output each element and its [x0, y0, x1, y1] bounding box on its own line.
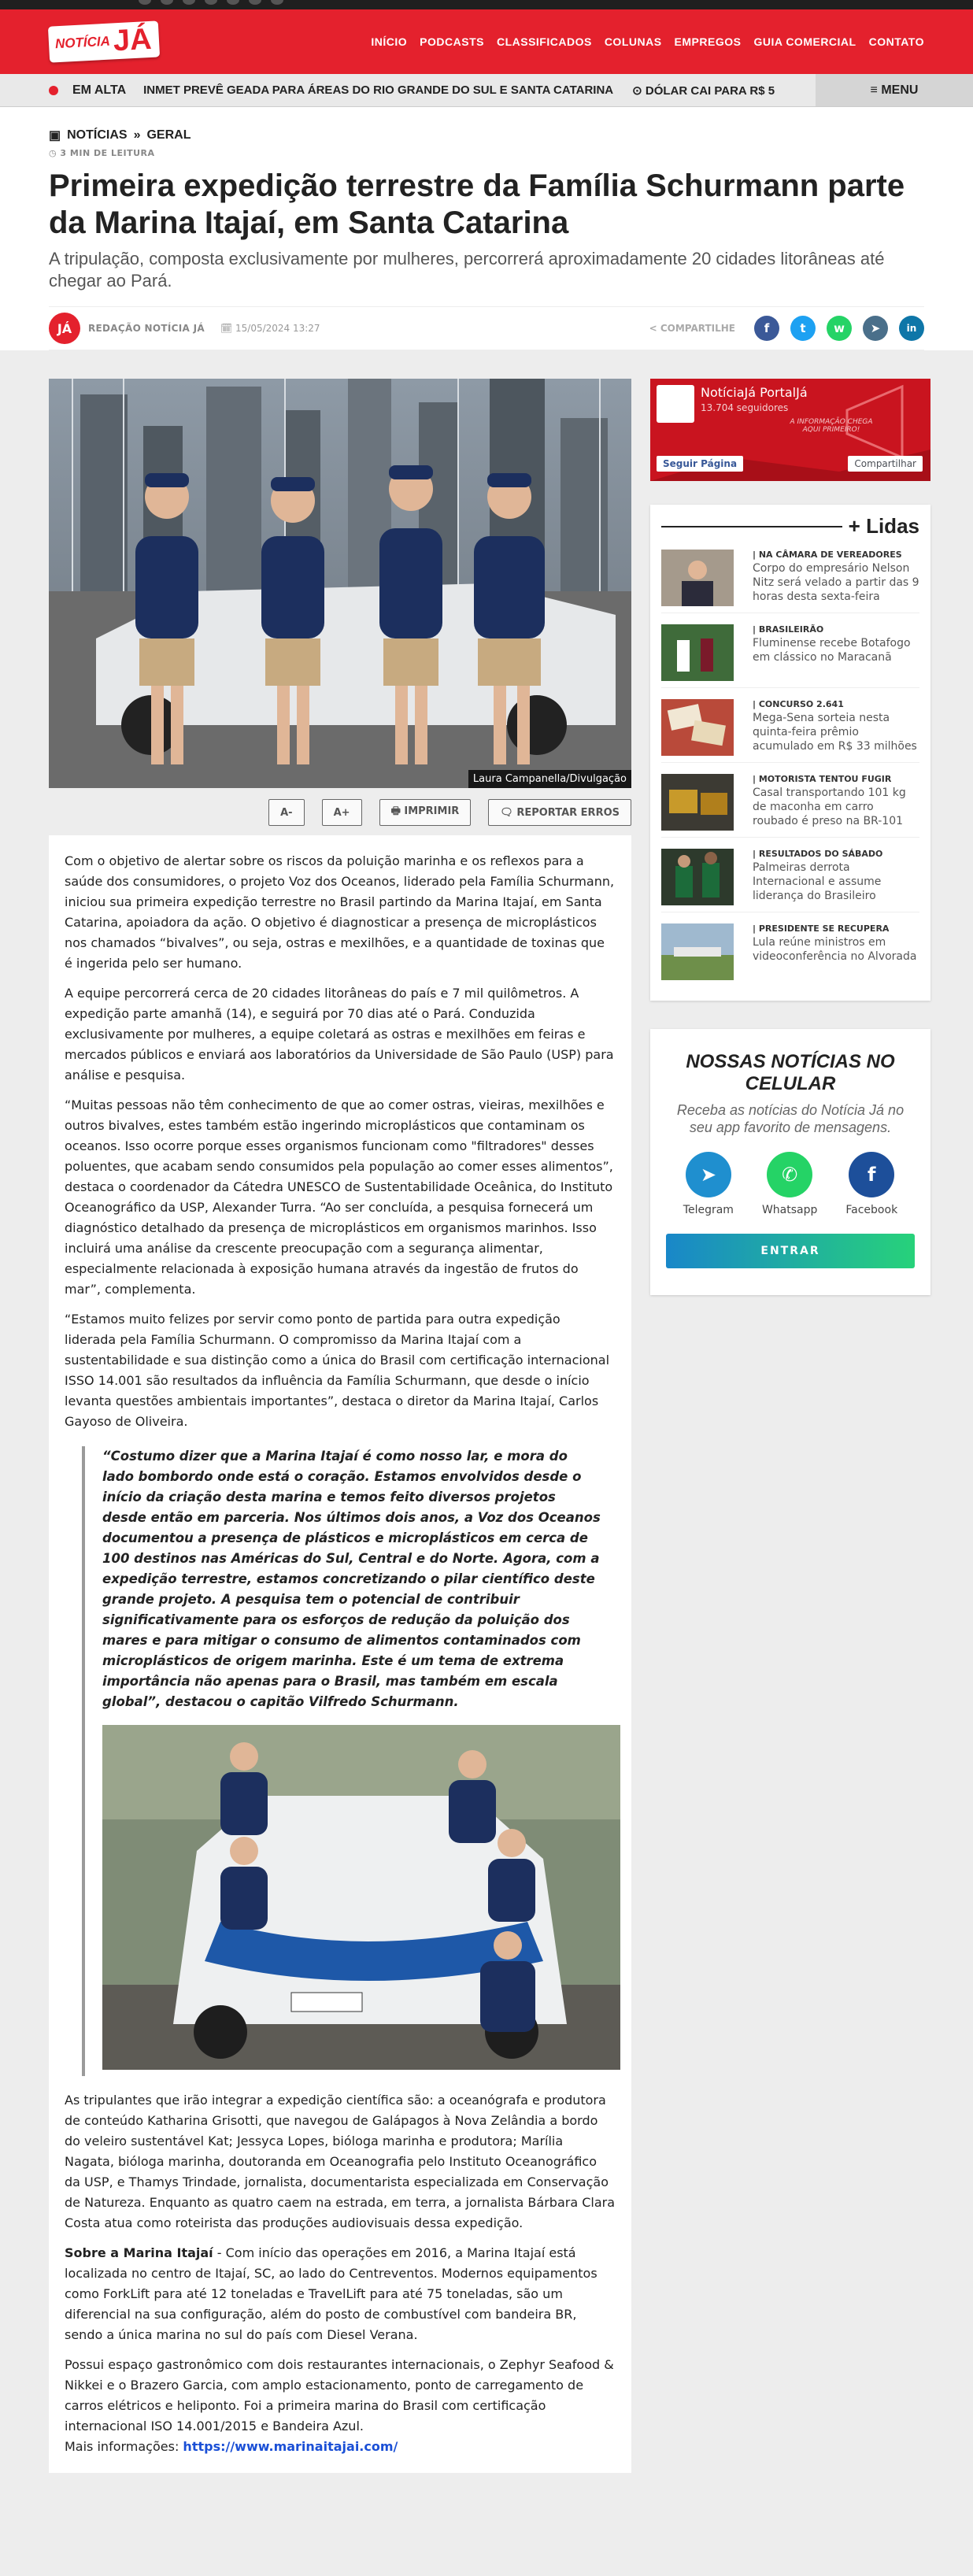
breadcrumb-separator: » — [133, 128, 141, 142]
item-tag: | NA CÂMARA DE VEREADORES — [753, 550, 902, 560]
item-thumbnail — [661, 699, 734, 756]
article-paragraph: A equipe percorrerá cerca de 20 cidades litorâneas do país e 7 mil quilômetros. A expedição parte amanhã (14), e seguirá por 70 dias até o Pará. Conduzida exclusivamente por mulheres, a equipe coletará as ostras e mexilhões em feiras e mercados públicos e enviará aos laboratórios da Universidade de São Paulo (USP) para análise e pesquisa. — [65, 986, 614, 1083]
article-photo[interactable] — [102, 1725, 620, 2070]
site-header — [0, 9, 973, 74]
telegram-icon[interactable]: ➤ — [686, 1152, 731, 1197]
app-label: Facebook — [845, 1204, 898, 1216]
item-title[interactable]: Lula reúne ministros em videoconferência no Alvorada — [753, 936, 917, 963]
telegram-app-option[interactable] — [683, 1152, 734, 1216]
marina-text: - Com início das operações em 2016, a Marina Itajaí está localizada no centro de Itajaí, SC, ao lado do Centreventos. Modernos equipamentos como ForkLift para até 12 toneladas e TravelLift para até 75 toneladas, são um diferencial na sua configuração, além do posto de combustível com bandeira BR, sendo a única marina no sul do país com Diesel Verana. — [65, 2245, 597, 2342]
item-thumbnail — [661, 774, 734, 831]
fb-share-button[interactable]: Compartilhar — [848, 456, 923, 472]
item-thumbnail — [661, 923, 734, 980]
browser-top-strip — [0, 0, 973, 9]
whatsapp-icon[interactable]: ✆ — [767, 1152, 812, 1197]
article-header — [0, 107, 973, 350]
print-button[interactable]: 🖶 IMPRIMIR — [379, 799, 472, 826]
list-item[interactable] — [661, 838, 919, 912]
article-paragraph: “Estamos muito felizes por servir como ponto de partida para outra expedição liderada pela Família Schurmann. O compromisso da Marina Itajaí com a sustentabilidade e sua distinção como a única do Brasil com certificação internacional ISSO 14.001 são resultados da influência da Família Schurmann, que desde o início levanta questões ambientais importantes”, destaca o diretor da Marina Itajaí, Carlos Gayoso de Oliveira. — [65, 1312, 610, 1429]
list-item[interactable] — [661, 539, 919, 613]
live-dot-icon — [49, 86, 58, 95]
article-paragraph — [65, 2243, 616, 2345]
list-item[interactable] — [661, 613, 919, 688]
menu-button[interactable]: ≡ MENU — [816, 74, 973, 107]
trending-ticker — [0, 74, 973, 107]
list-item[interactable] — [661, 912, 919, 986]
article-tools — [49, 799, 631, 826]
increase-font-button[interactable]: A+ — [322, 799, 362, 826]
page-avatar — [657, 385, 694, 423]
item-tag: | BRASILEIRÃO — [753, 624, 824, 635]
main-nav — [371, 35, 924, 48]
item-title[interactable]: Palmeiras derrota Internacional e assume liderança do Brasileiro — [753, 861, 882, 902]
mobile-news-widget — [650, 1029, 930, 1295]
more-info-label: Mais informações: — [65, 2439, 183, 2454]
linkedin-icon[interactable]: in — [899, 316, 924, 341]
item-tag: | PRESIDENTE SE RECUPERA — [753, 923, 890, 934]
article-paragraph: As tripulantes que irão integrar a expedição científica são: a oceanógrafa e produtora de conteúdo Katharina Grisotti, que navegou de Galápagos à Nova Zelândia a bordo do veleiro sustentável Kat; Jessyca Lopes, bióloga marinha e produtora; Marília Nagata, bióloga marinha, doutoranda em Oceanografia pelo Instituto Oceanográfico da USP, e Thamys Trindade, jornalista, documentarista especializada em Conservação de Natureza. Enquanto as quatro caem na estrada, em terra, a jornalista Bárbara Clara Costa atua como roteirista das produções audiovisuais dessa expedição. — [65, 2093, 616, 2230]
article-title: Primeira expedição terrestre da Família Schurmann parte da Marina Itajaí, em Santa Catarina — [49, 168, 905, 240]
logo-text-big: JÁ — [112, 22, 153, 58]
whatsapp-icon[interactable]: w — [827, 316, 852, 341]
nav-podcasts[interactable]: PODCASTS — [420, 35, 484, 48]
decrease-font-button[interactable]: A- — [268, 799, 304, 826]
photo-illustration — [102, 1725, 620, 2070]
article-paragraph: Com o objetivo de alertar sobre os riscos da poluição marinha e os reflexos para a saúde dos consumidores, o projeto Voz dos Oceanos, liderado pela Família Schurmann, iniciou sua primeira expedição terrestre no Brasil partindo da Marina Itajaí, em Santa Catarina, apoiadora da ação. O objetivo é diagnosticar a presença de microplásticos nos chamados “bivalves”, ou seja, ostras e mexilhões, e a quantidade de toxinas que é ingerida pelo ser humano. — [65, 853, 615, 971]
facebook-icon[interactable]: f — [754, 316, 779, 341]
article-paragraph: “Muitas pessoas não têm conhecimento de que ao comer ostras, vieiras, mexilhões e outros bivalves, estes também estão ingerindo microplásticos que contaminam os oceanos. Isso ocorre porque esses organismos funcionam como "filtradores" desses poluentes, que acabam sendo consumidos pela população ao comer esses alimentos”, destaca o coordenador da Cátedra UNESCO de Sustentabilidade Oceânica, do Instituto Oceanográfico da USP, Alexander Turra. “Ao ser concluída, a pesquisa fornecerá um diagnóstico detalhado da presença de microplásticos em organismos marinhos. Isso incluirá uma análise da crescente preocupação com a segurança alimentar, especialmente relacionada à exposição humana através da ingestão de frutos do mar”, complementa. — [65, 1097, 613, 1297]
logo-text-small: NOTÍCIA — [54, 33, 111, 52]
whatsapp-app-option[interactable] — [762, 1152, 817, 1216]
marina-website-link[interactable]: https://www.marinaitajai.com/ — [183, 2439, 398, 2454]
author-avatar: JÁ — [49, 313, 80, 344]
most-read-title: + Lidas — [848, 514, 919, 538]
report-errors-button[interactable]: 🗨 REPORTAR ERROS — [488, 799, 631, 826]
marina-heading: Sobre a Marina Itajaí — [65, 2245, 213, 2260]
item-tag: | RESULTADOS DO SÁBADO — [753, 849, 883, 859]
nav-contato[interactable]: CONTATO — [868, 35, 924, 48]
list-item[interactable] — [661, 688, 919, 763]
nav-guia-comercial[interactable]: GUIA COMERCIAL — [753, 35, 856, 48]
photo-caption: Laura Campanella/Divulgação — [468, 770, 631, 788]
breadcrumb-sub[interactable]: GERAL — [146, 128, 191, 142]
ticker-item[interactable]: INMET PREVÊ GEADA PARA ÁREAS DO RIO GRANDE DO SUL E SANTA CATARINA — [143, 83, 614, 97]
ticker-label: EM ALTA — [72, 83, 127, 97]
facebook-app-option[interactable] — [845, 1152, 897, 1216]
most-read-widget — [650, 505, 930, 1001]
nav-colunas[interactable]: COLUNAS — [604, 35, 662, 48]
item-tag: | MOTORISTA TENTOU FUGIR — [753, 774, 892, 784]
photo-illustration — [49, 379, 631, 788]
item-thumbnail — [661, 550, 734, 606]
author-name[interactable]: REDAÇÃO NOTÍCIA JÁ — [88, 323, 205, 334]
newspaper-icon: ▣ — [49, 129, 61, 142]
ticker-item[interactable]: ⊙ DÓLAR CAI PARA R$ 5 — [632, 83, 775, 98]
facebook-icon[interactable]: f — [849, 1152, 894, 1197]
article-paragraph-text: Possui espaço gastronômico com dois restaurantes internacionais, o Zephyr Seafood & Nikkei e o Brazero Garcia, com amplo estacionamento, ponto de carregamento de carros elétricos e heliponto. Foi a primeira marina do Brasil com certificação internacional ISO 14.001/2015 e Bandeira Azul. — [65, 2357, 614, 2434]
nav-inicio[interactable]: INÍCIO — [371, 35, 408, 48]
site-logo[interactable] — [49, 14, 159, 69]
enter-button[interactable]: ENTRAR — [666, 1234, 915, 1268]
page-followers: 13.704 seguidores — [701, 402, 789, 413]
page-slogan: A INFORMAÇÃO CHEGA AQUI PRIMEIRO! — [790, 418, 873, 434]
item-title[interactable]: Casal transportando 101 kg de maconha em carro roubado é preso na BR-101 — [753, 786, 906, 827]
facebook-page-widget[interactable] — [650, 379, 930, 481]
share-label: < COMPARTILHE — [649, 323, 735, 334]
publish-date: 🗓 15/05/2024 13:27 — [220, 323, 320, 334]
breadcrumb-section[interactable]: NOTÍCIAS — [67, 128, 128, 142]
item-title[interactable]: Corpo do empresário Nelson Nitz será velado a partir das 9 horas desta sexta-feira — [753, 562, 919, 603]
nav-empregos[interactable]: EMPREGOS — [674, 35, 742, 48]
item-tag: | CONCURSO 2.641 — [753, 699, 844, 709]
read-time: ◷ 3 MIN DE LEITURA — [49, 148, 155, 158]
article-lead: A tripulação, composta exclusivamente por mulheres, percorrerá aproximadamente 20 cidades litorâneas até chegar ao Pará. — [49, 249, 885, 291]
item-thumbnail — [661, 624, 734, 681]
divider — [661, 526, 842, 527]
breadcrumb — [49, 128, 924, 143]
item-thumbnail — [661, 849, 734, 905]
telegram-icon[interactable]: ➤ — [863, 316, 888, 341]
sidebar — [650, 379, 930, 1295]
article-paragraph — [65, 2355, 616, 2457]
blockquote — [82, 1446, 616, 2076]
follow-page-button[interactable]: Seguir Página — [657, 456, 743, 472]
quote-text: “Costumo dizer que a Marina Itajaí é como nosso lar, e mora do lado bombordo onde está o coração. Estamos envolvidos desde o início da criação desta marina e temos feito diversos projetos desde então em parceria. Nos últimos dois anos, a Voz dos Oceanos documentou a presença de plásticos e microplásticos em cerca de 100 destinos nas Américas do Sul, Central e do Norte. Agora, com a expedição terrestre, estamos concretizando o pilar científico deste grande projeto. A pesquisa tem o potencial de contribuir significativamente para os esforços de redução da poluição dos mares e para mitigar o consumo de alimentos contaminados com microplásticos de origem marinha. Este é um tema de extrema importância não apenas para o Brasil, mas também em escala global”, destacou o capitão Vilfredo Schurmann. — [102, 1449, 601, 1709]
app-label: Telegram — [683, 1204, 734, 1216]
article-main — [49, 379, 631, 2473]
page-name[interactable]: NotíciaJá PortalJá — [701, 385, 808, 400]
article-meta — [49, 306, 924, 350]
twitter-icon[interactable]: t — [790, 316, 816, 341]
item-title[interactable]: Fluminense recebe Botafogo em clássico no Maracanã — [753, 637, 911, 664]
mobile-widget-title: NOSSAS NOTÍCIAS NO CELULAR — [686, 1051, 895, 1094]
app-label: Whatsapp — [761, 1204, 818, 1216]
article-body — [49, 835, 631, 2473]
main-photo[interactable] — [49, 379, 631, 788]
item-title[interactable]: Mega-Sena sorteia nesta quinta-feira prêmio acumulado em R$ 33 milhões — [753, 712, 917, 753]
mobile-widget-subtitle: Receba as notícias do Notícia Já no seu app favorito de mensagens. — [676, 1102, 905, 1135]
list-item[interactable] — [661, 763, 919, 838]
nav-classificados[interactable]: CLASSIFICADOS — [496, 35, 592, 48]
